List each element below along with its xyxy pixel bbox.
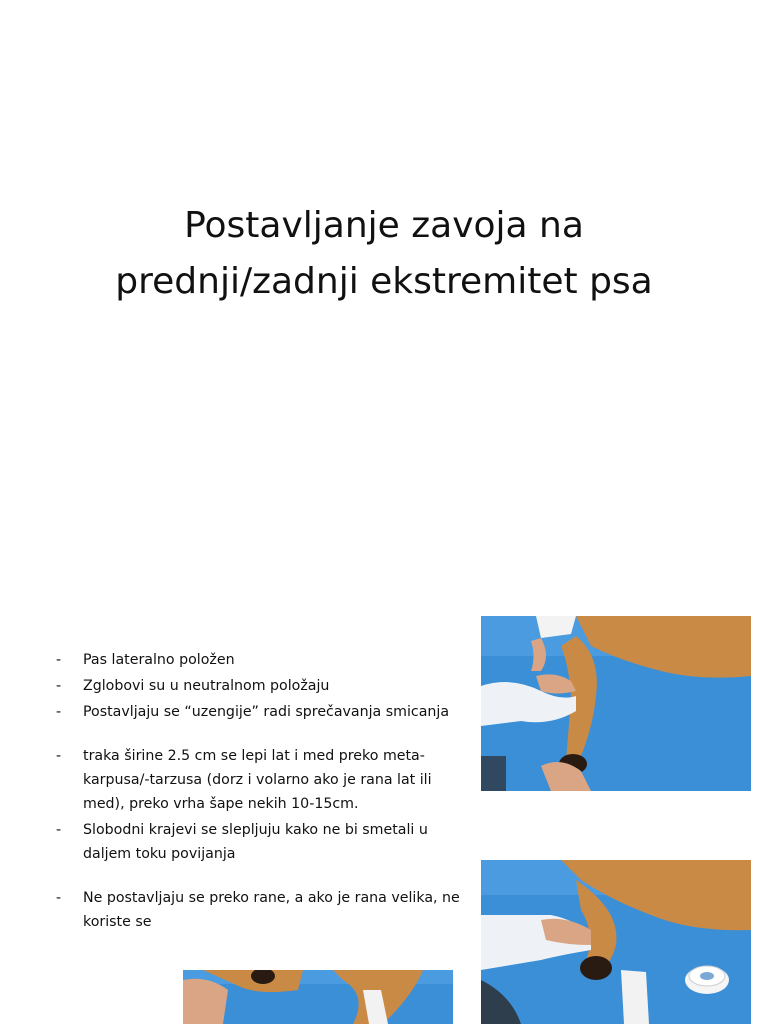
bullet-dash: - <box>56 678 62 694</box>
bullet-text: traka širine 2.5 cm se lepi lat i med preko meta-karpusa/-tarzusa (dorz i volarno ako je rana lat ili med), preko vrha šape nekih 10-15cm. <box>83 748 432 812</box>
photo-dog-paw-stirrup-2 <box>481 860 751 1024</box>
list-item <box>56 700 466 724</box>
list-item <box>56 886 466 934</box>
slide-title-line-1: Postavljanje zavoja na <box>184 205 584 246</box>
bullet-text: Slobodni krajevi se slepljuju kako ne bi smetali u daljem toku povijanja <box>83 822 428 862</box>
bullet-dash: - <box>56 748 62 764</box>
bullet-list <box>56 648 466 934</box>
list-item <box>56 818 466 866</box>
bullet-dash: - <box>56 704 62 720</box>
bullet-dash: - <box>56 822 62 838</box>
bullet-text: Postavljaju se “uzengije” radi sprečavanja smicanja <box>83 704 450 720</box>
photo-dog-paw-stirrup-3 <box>183 970 453 1024</box>
list-item <box>56 648 466 672</box>
bullet-text: Pas lateralno položen <box>83 652 235 668</box>
bullet-text: Ne postavljaju se preko rane, a ako je rana velika, ne koriste se <box>83 890 460 930</box>
photo-dog-paw-stirrup-1 <box>481 616 751 791</box>
slide-title <box>60 198 708 310</box>
slide-title-line-2: prednji/zadnji ekstremitet psa <box>115 261 653 302</box>
bullet-dash: - <box>56 890 62 906</box>
list-item <box>56 674 466 698</box>
bullet-text: Zglobovi su u neutralnom položaju <box>83 678 330 694</box>
list-item <box>56 744 466 816</box>
bullet-dash: - <box>56 652 62 668</box>
